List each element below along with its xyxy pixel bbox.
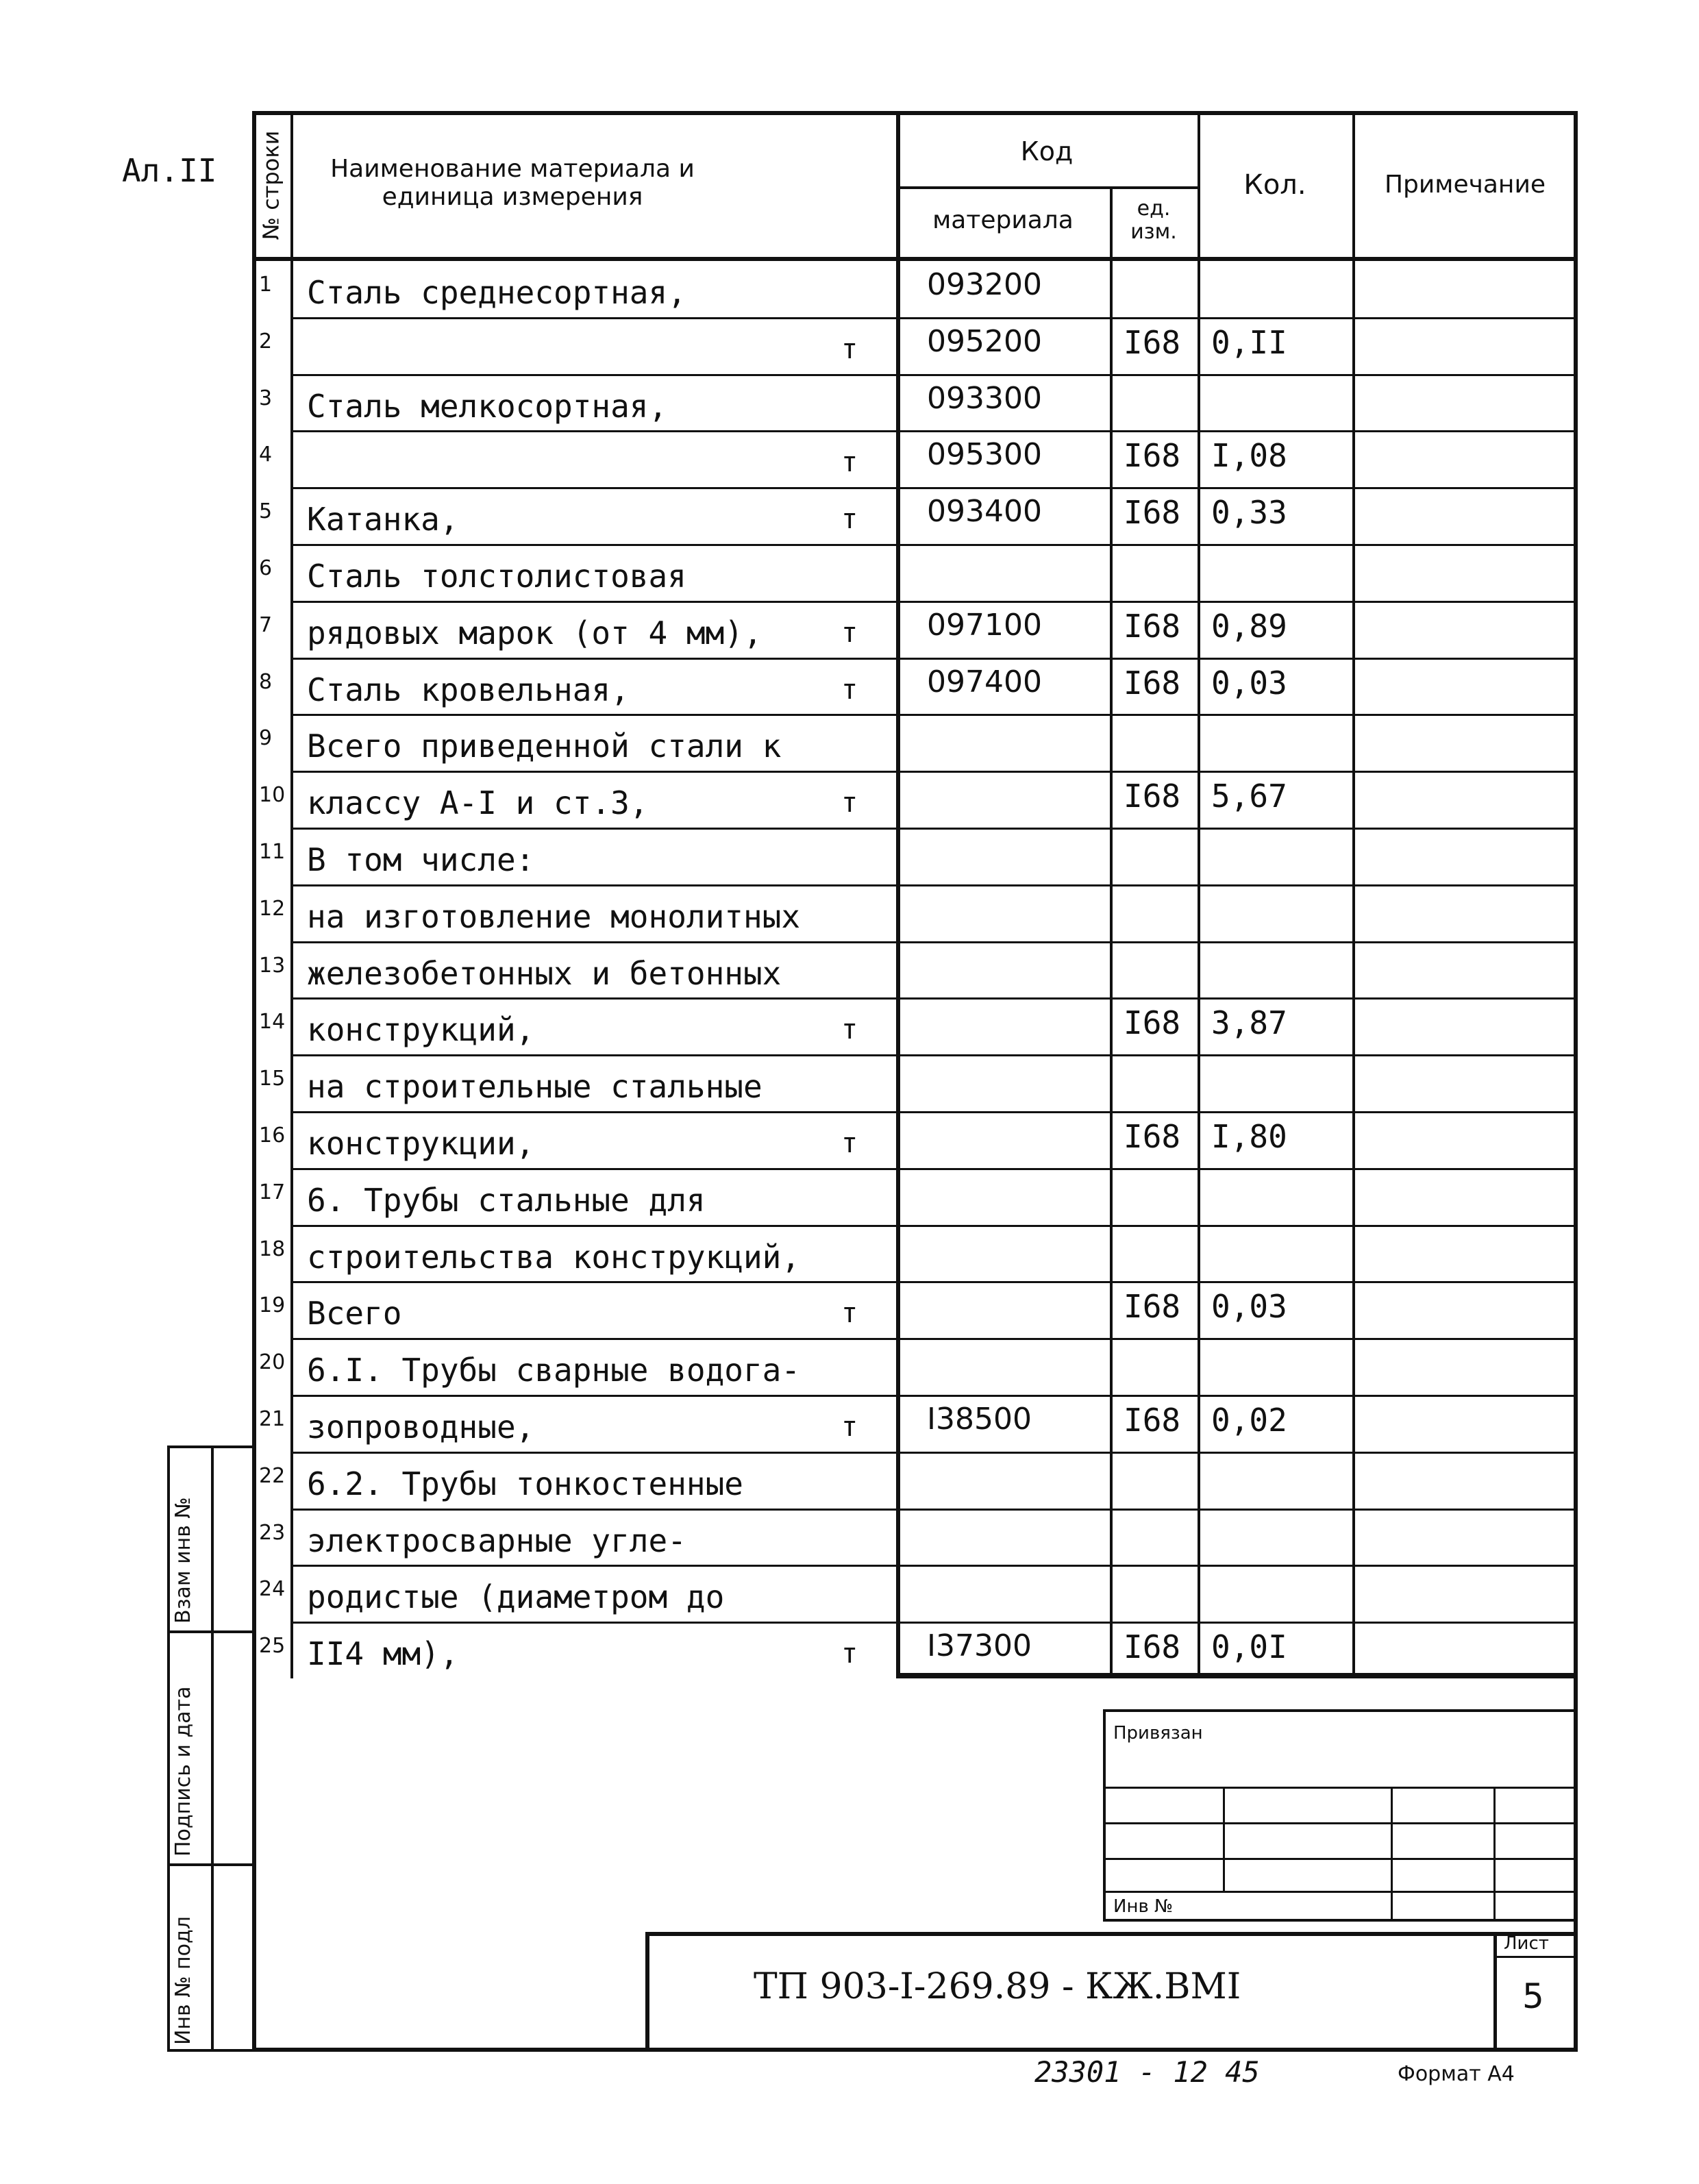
stamp-page-no: 5 [1522,1976,1544,2016]
row-qty: 5,67 [1211,778,1287,815]
row-name: Сталь толстолистовая [307,558,686,595]
row-number: 25 [259,1634,286,1659]
row-number: 9 [259,726,273,751]
row-line [290,884,1578,886]
row-code: 097100 [927,607,1042,643]
row-unit-code: I68 [1124,1402,1181,1439]
row-code: 093400 [927,494,1042,530]
row-number: 7 [259,612,273,637]
row-qty: 0,0I [1211,1628,1287,1666]
row-qty: I,80 [1211,1118,1287,1155]
header-row-no: № строки [258,130,284,240]
row-unit: т [841,673,858,706]
table-header [252,111,1578,259]
header-code-unit: ед. изм. [1130,196,1177,244]
row-line [290,487,1578,489]
row-line [290,1338,1578,1340]
row-number: 2 [259,329,273,353]
row-name: Сталь мелкосортная, [307,387,668,425]
row-line [290,1452,1578,1454]
row-line [290,544,1578,546]
row-name: Всего [307,1295,402,1332]
row-qty: 0,II [1211,323,1287,361]
row-name: конструкции, [307,1125,535,1162]
row-unit-code: I68 [1124,437,1181,475]
stamp-list-label: Лист [1504,1933,1549,1954]
col-line [1352,111,1355,1678]
row-number: 15 [259,1067,286,1091]
header-name: Наименование материала и единица измерения [330,154,695,211]
stamp-line [1223,1787,1225,1893]
side-label-inv-podl: Инв № подл [171,1916,195,2045]
side-label-podpis: Подпись и дата [171,1686,195,1857]
table-bottom-line [896,1673,1578,1678]
stamp-line [1493,1787,1496,1922]
row-qty: 0,89 [1211,607,1287,645]
stamp-line [1493,1932,1497,2052]
row-qty: 0,03 [1211,664,1287,702]
row-number: 5 [259,499,273,524]
row-name: железобетонных и бетонных [307,954,782,992]
row-unit: т [841,447,858,479]
row-line [290,828,1578,830]
row-name: на строительные стальные [307,1068,762,1106]
row-unit: т [841,1411,858,1443]
row-number: 12 [259,896,286,921]
row-unit-code: I68 [1124,778,1181,815]
row-number: 3 [259,386,273,410]
row-number: 23 [259,1520,286,1545]
row-unit: т [841,504,858,536]
col-line [1110,186,1113,1678]
row-number: 14 [259,1010,286,1034]
row-number: 13 [259,953,286,978]
row-line [290,714,1578,716]
stamp-line [1391,1787,1393,1922]
row-line [290,1622,1578,1624]
row-unit-code: I68 [1124,607,1181,645]
row-line [290,374,1578,376]
row-number: 19 [259,1293,286,1318]
header-code-split [896,186,1198,189]
row-name: рядовых марок (от 4 мм), [307,614,762,652]
side-divider [211,1445,214,2052]
row-number: 22 [259,1463,286,1488]
row-number: 10 [259,783,286,808]
row-code: I37300 [927,1628,1032,1664]
row-name: на изготовление монолитных [307,897,801,935]
row-line [290,658,1578,660]
row-unit: т [841,617,858,649]
row-name: 6.I. Трубы сварные водога- [307,1352,801,1389]
row-unit: т [841,333,858,365]
row-unit-code: I68 [1124,494,1181,532]
row-name: электросварные угле- [307,1522,686,1559]
row-unit-code: I68 [1124,323,1181,361]
row-code: 093300 [927,380,1042,416]
row-line [290,941,1578,943]
row-code: I38500 [927,1402,1032,1437]
row-line [290,1168,1578,1170]
row-name: Сталь кровельная, [307,671,630,708]
row-line [290,601,1578,603]
stamp-line [1103,1822,1578,1824]
row-line [290,1111,1578,1113]
header-code-material: материала [932,206,1074,235]
row-unit: т [841,1014,858,1046]
row-number: 17 [259,1180,286,1204]
row-number: 16 [259,1124,286,1147]
stamp-line [1103,1891,1578,1893]
row-line [290,1395,1578,1397]
row-unit: т [841,1298,858,1330]
row-unit: т [841,787,858,819]
col-line [1198,111,1200,1678]
row-number: 8 [259,669,273,694]
stamp-line [1103,1787,1578,1789]
row-code: 095200 [927,323,1042,359]
row-number: 4 [259,443,273,467]
row-unit-code: I68 [1124,1118,1181,1155]
row-name: классу А-I и ст.3, [307,784,649,822]
row-line [290,317,1578,319]
row-qty: I,08 [1211,437,1287,475]
row-name: родистые (диаметром до [307,1578,725,1616]
row-qty: 3,87 [1211,1004,1287,1042]
row-code: 093200 [927,267,1042,302]
row-number: 18 [259,1237,286,1261]
row-name: В том числе: [307,841,535,878]
row-unit-code: I68 [1124,1288,1181,1326]
row-unit-code: I68 [1124,1628,1181,1666]
row-unit-code: I68 [1124,1004,1181,1042]
header-code: Код [1020,136,1074,167]
row-name: зопроводные, [307,1409,535,1445]
row-line [290,771,1578,773]
row-unit-code: I68 [1124,664,1181,702]
row-line [290,430,1578,432]
row-name: 6. Трубы стальные для [307,1181,706,1219]
row-qty: 0,33 [1211,494,1287,532]
row-code: 095300 [927,437,1042,473]
row-line [290,1509,1578,1511]
row-name: Сталь среднесортная, [307,274,686,311]
row-code: 097400 [927,664,1042,699]
row-line [290,1225,1578,1227]
row-number: 24 [259,1577,286,1602]
row-name: II4 мм), [307,1635,459,1673]
row-name: Катанка, [307,501,459,538]
row-number: 21 [259,1407,286,1431]
row-name: Всего приведенной стали к [307,728,782,765]
row-name: 6.2. Трубы тонкостенные [307,1465,743,1502]
side-label-vzam: Взам инв № [171,1497,195,1624]
page-label: Ал.II [122,152,217,189]
footer-format: Формат А4 [1398,2062,1515,2086]
row-line [290,1281,1578,1283]
footer-order: 23301 - 12 45 [1034,2055,1260,2089]
stamp-line [1493,1956,1578,1958]
row-line [290,1054,1578,1056]
row-line [290,997,1578,1000]
row-number: 1 [259,273,273,297]
stamp-line [1103,1858,1578,1860]
stamp-privyazan: Привязан [1113,1723,1203,1744]
row-name: строительства конструкций, [307,1238,801,1276]
row-qty: 0,03 [1211,1288,1287,1326]
row-unit: т [841,1638,858,1670]
row-number: 11 [259,840,286,864]
row-number: 20 [259,1350,286,1375]
stamp-inv-no: Инв № [1113,1896,1174,1917]
header-bottom-line [252,257,1578,261]
col-line [290,111,293,1678]
col-line [896,111,900,1678]
row-qty: 0,02 [1211,1402,1287,1439]
header-note: Примечание [1384,171,1546,199]
stamp-doc-code: ТП 903-I-269.89 - КЖ.ВМI [754,1966,1241,2007]
row-unit: т [841,1128,858,1159]
row-name: конструкций, [307,1011,535,1049]
row-number: 6 [259,556,273,580]
header-qty: Кол. [1243,169,1306,201]
row-line [290,1565,1578,1567]
